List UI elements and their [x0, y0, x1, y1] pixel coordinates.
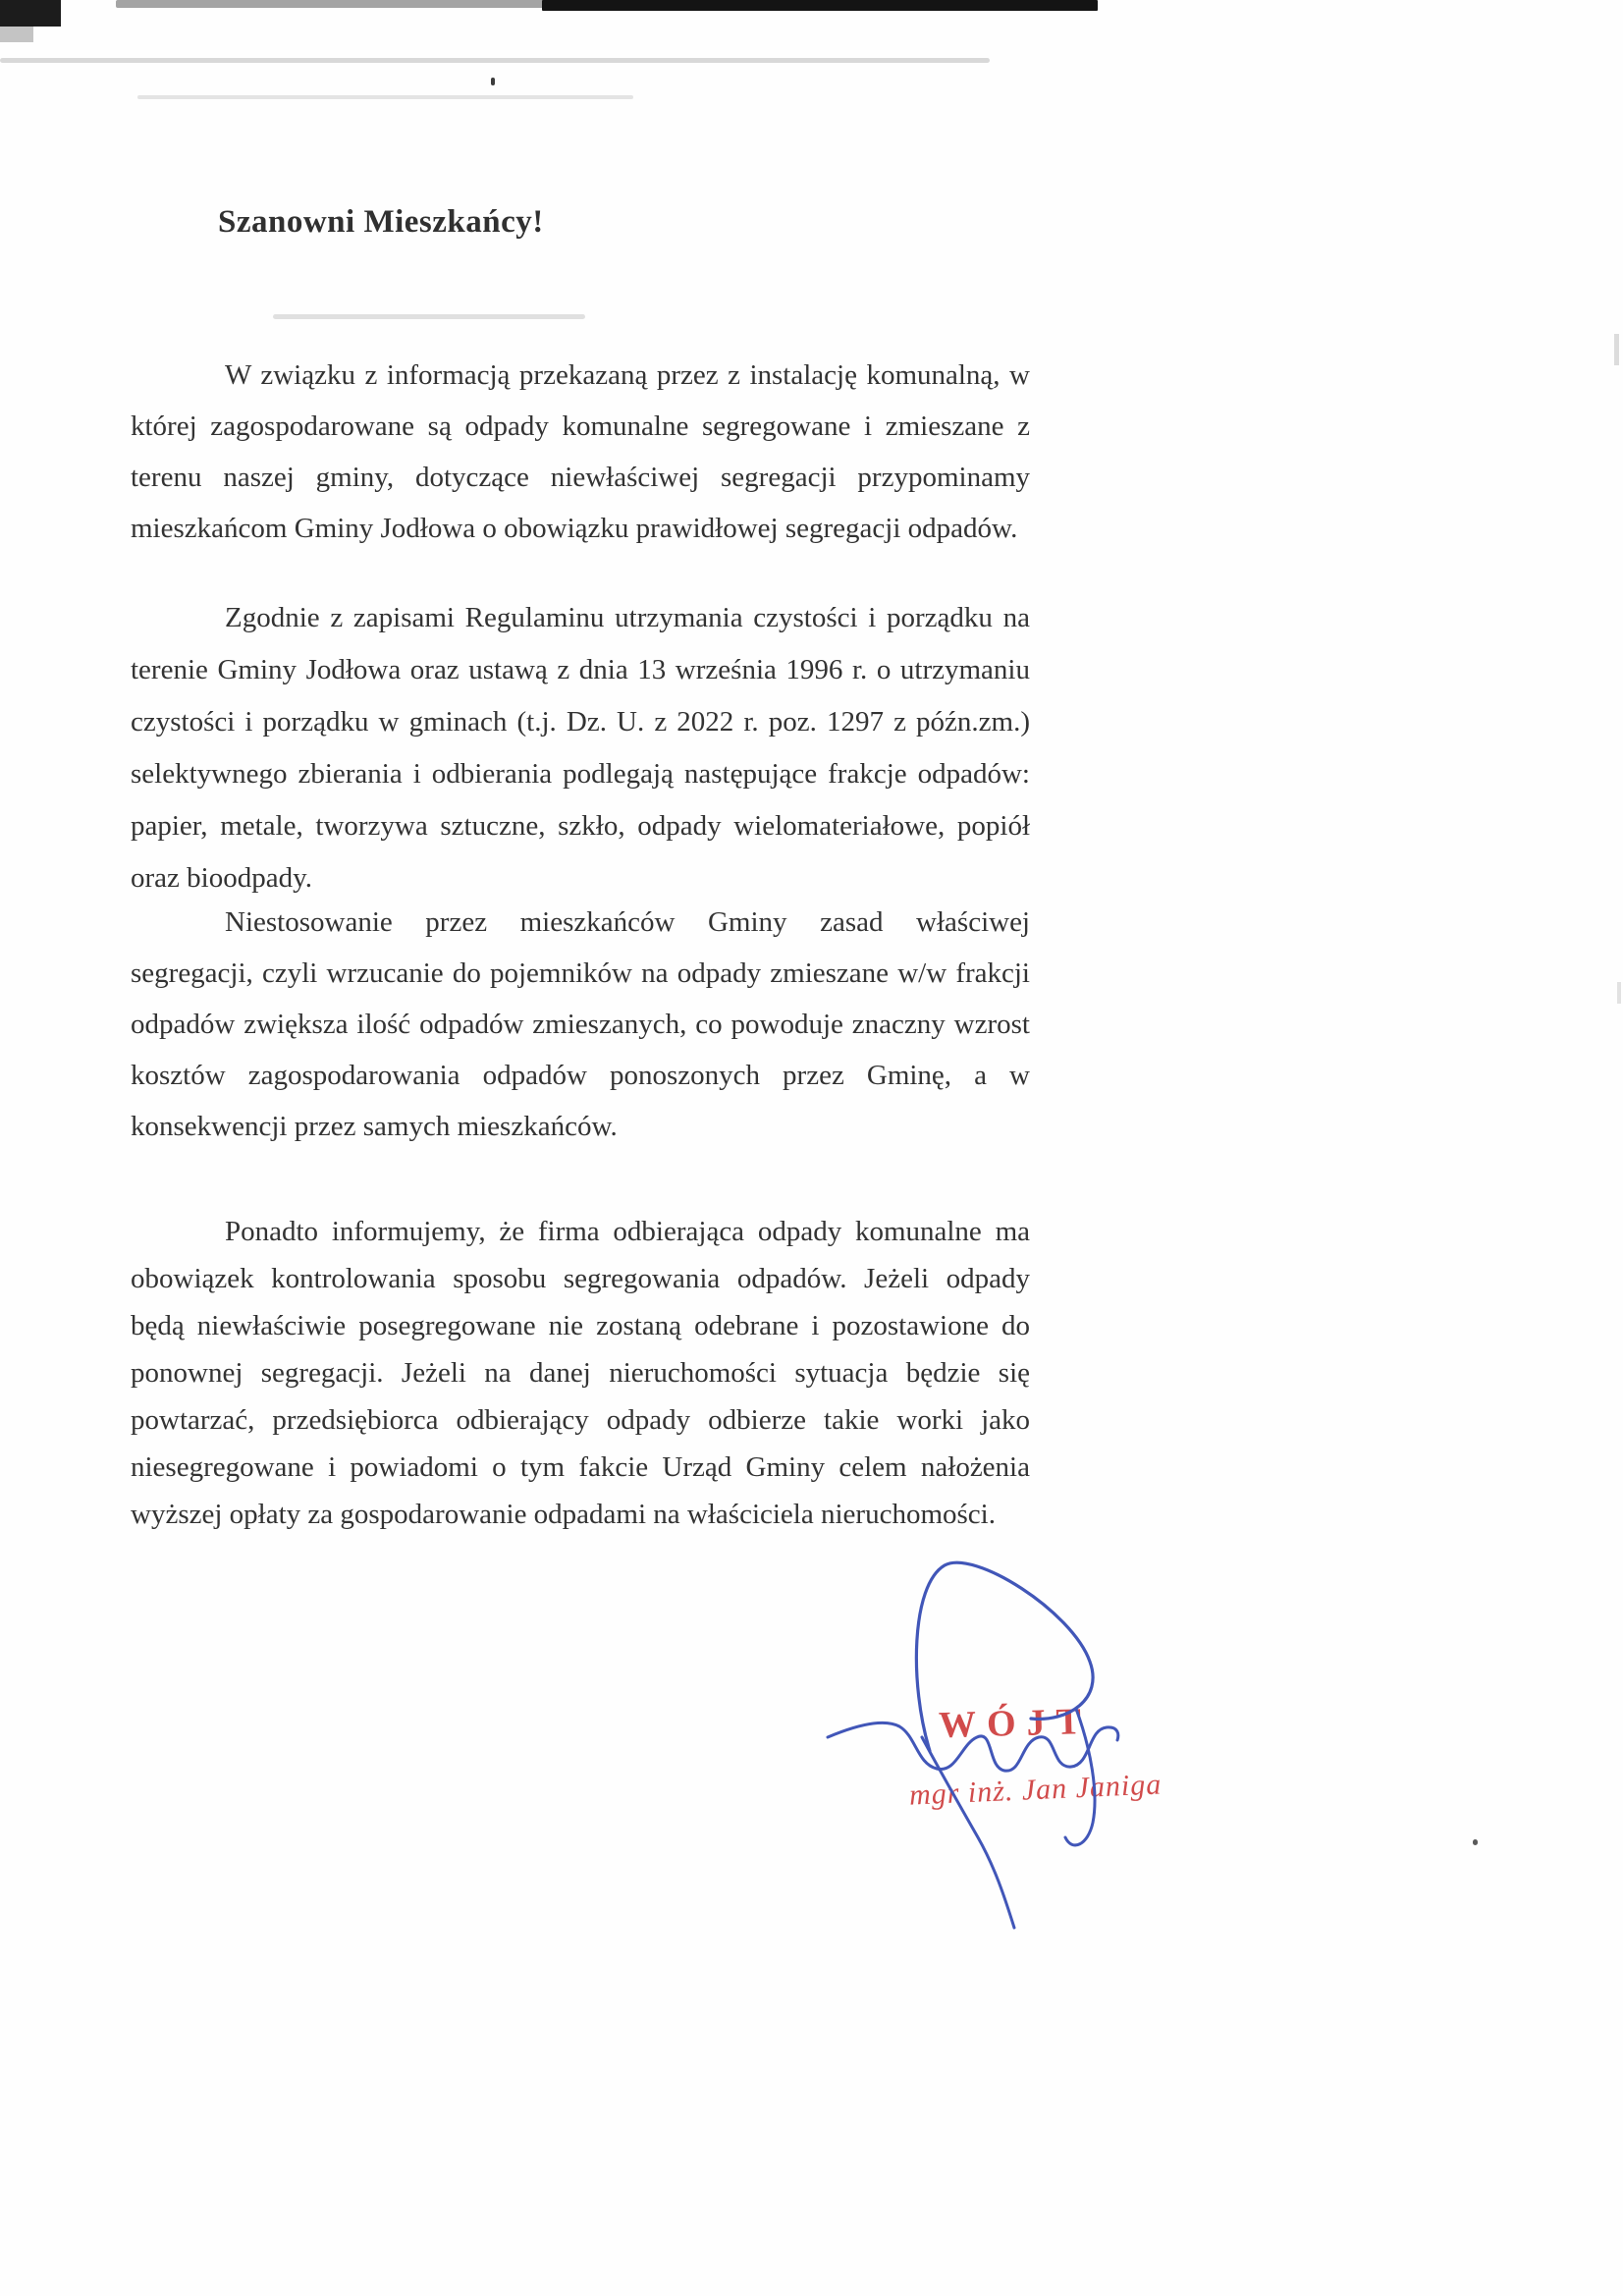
- scan-artifact-corner-blob: [0, 0, 61, 27]
- stamp-title-wojt: WÓJT: [938, 1700, 1093, 1747]
- scan-artifact-top-bar-light: [116, 0, 558, 8]
- scan-artifact-edge-mark-1: [1614, 334, 1619, 365]
- scan-artifact-corner-smudge: [0, 27, 33, 42]
- letter-paragraph-1: W związku z informacją przekazaną przez z instalację komunalną, w której zagospodarowane są odpady komunalne segregowane i zmieszane z terenu naszej gminy, dotyczące niewłaściwej segregacji przypominamy mieszkańcom Gminy Jodłowa o obowiązku prawidłowej segregacji odpadów.: [131, 359, 1030, 544]
- letter-paragraph-3: Niestosowanie przez mieszkańców Gminy zasad właściwej segregacji, czyli wrzucanie do pojemników na odpady zmieszane w/w frakcji odpadów zwiększa ilość odpadów zmieszanych, co powoduje znaczny wzrost kosztów zagospodarowania odpadów ponoszonych przez Gminę, a w konsekwencji przez samych mieszkańców.: [131, 906, 1030, 1142]
- scan-artifact-edge-mark-2: [1617, 982, 1621, 1004]
- scan-artifact-dot-top: [491, 78, 495, 85]
- letter-salutation: Szanowni Mieszkańcy!: [218, 204, 544, 240]
- letter-paragraph-2: Zgodnie z zapisami Regulaminu utrzymania czystości i porządku na terenie Gminy Jodłowa oraz ustawą z dnia 13 września 1996 r. o utrzymaniu czystości i porządku w gminach (t.j. Dz. U. z 2022 r. poz. 1297 z późn.zm.) selektywnego zbierania i odbierania podlegają następujące frakcje odpadów: papier, metale, tworzywa sztuczne, szkło, odpady wielomateriałowe, popiół oraz bioodpady.: [131, 602, 1030, 894]
- stamp-name-jan-janiga: mgr inż. Jan Janiga: [908, 1768, 1163, 1812]
- scan-artifact-top-bar-dark: [542, 0, 1098, 11]
- scan-artifact-faint-line-1: [0, 58, 990, 63]
- scan-artifact-dot-bottom: [1473, 1839, 1478, 1845]
- scan-artifact-faint-line-2: [137, 95, 633, 99]
- letter-paragraph-4: Ponadto informujemy, że firma odbierająca odpady komunalne ma obowiązek kontrolowania sposobu segregowania odpadów. Jeżeli odpady będą niewłaściwie posegregowane nie zostaną odebrane i pozostawione do ponownej segregacji. Jeżeli na danej nieruchomości sytuacja będzie się powtarzać, przedsiębiorca odbierający odpady odbierze takie worki jako niesegregowane i powiadomi o tym fakcie Urząd Gminy celem nałożenia wyższej opłaty za gospodarowanie odpadami na właściciela nieruchomości.: [131, 1216, 1030, 1530]
- scan-artifact-faint-line-3: [273, 314, 585, 319]
